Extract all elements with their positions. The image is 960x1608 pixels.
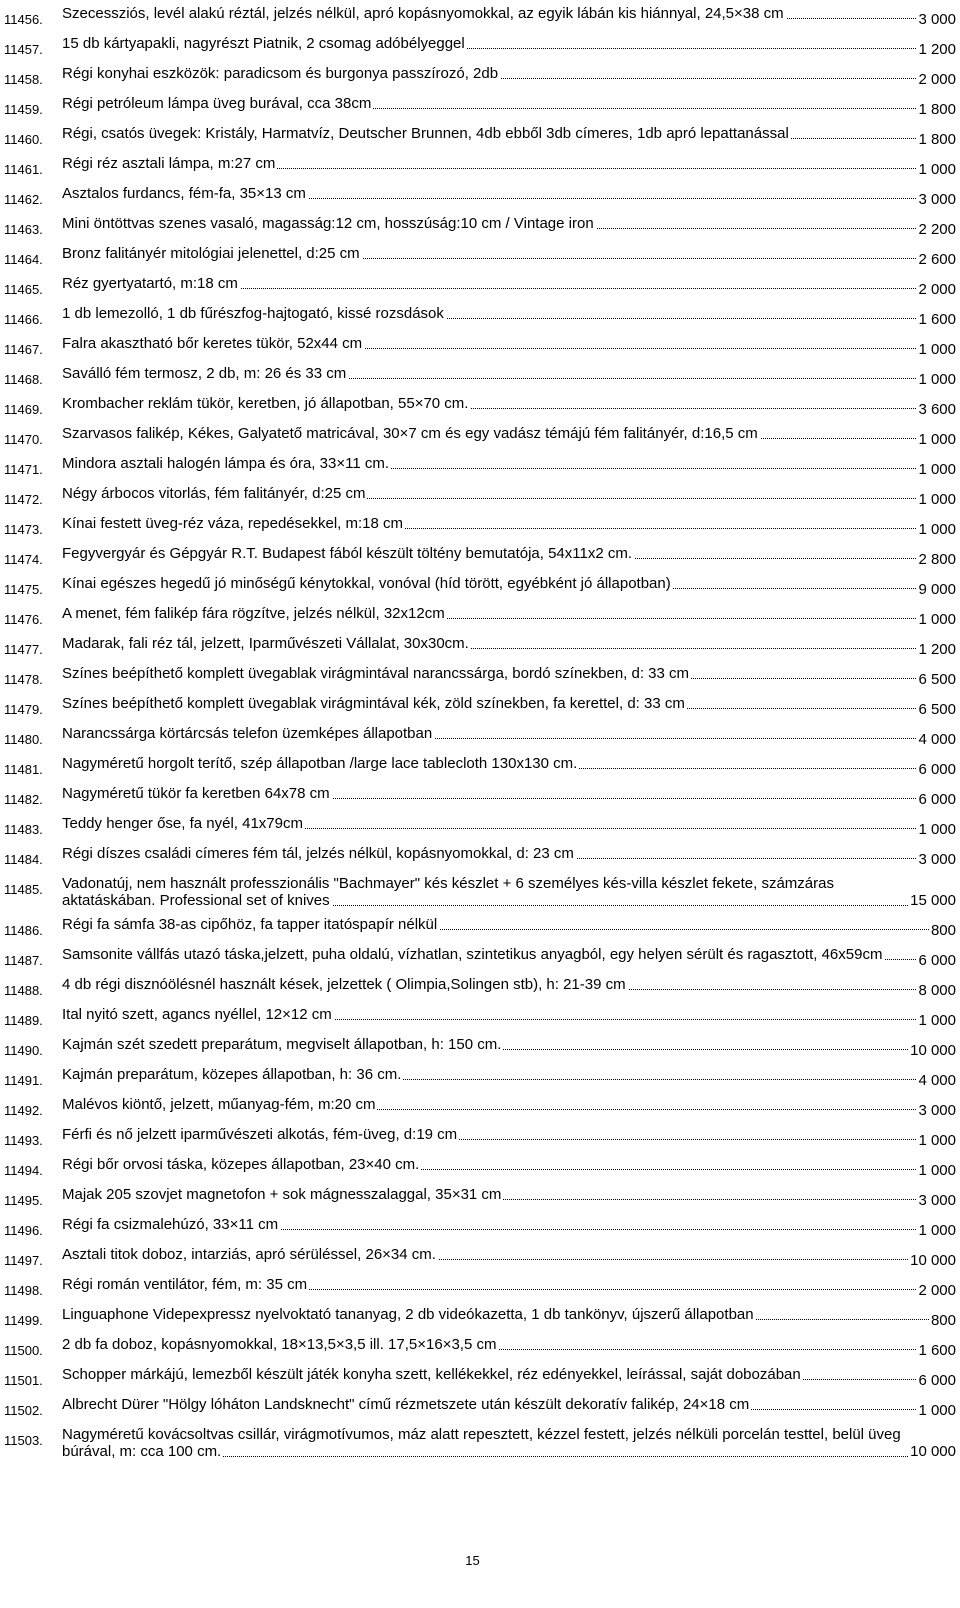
lot-number: 11502.: [4, 1403, 43, 1418]
lot-description-wrap: [62, 785, 916, 802]
lot-number: 11490.: [4, 1043, 43, 1058]
lot-item: [4, 913, 956, 943]
lot-price: 6 000: [918, 761, 956, 778]
lot-description-wrap: [62, 916, 929, 933]
lot-price: 2 600: [918, 251, 956, 268]
lot-number: 11498.: [4, 1283, 43, 1298]
lot-number: 11460.: [4, 132, 43, 147]
lot-description-wrap: [62, 1246, 908, 1263]
lot-description: Teddy henger őse, fa nyél, 41x79cm: [62, 815, 303, 832]
lot-description: Mini öntöttvas szenes vasaló, magasság:12 cm, hosszúság:10 cm / Vintage iron: [62, 215, 594, 232]
lot-description: 15 db kártyapakli, nagyrészt Piatnik, 2 csomag adóbélyeggel: [62, 35, 465, 52]
lot-description-wrap: [62, 365, 916, 382]
lot-number: 11487.: [4, 953, 43, 968]
lot-number: 11496.: [4, 1223, 43, 1238]
lot-description: Régi fa sámfa 38-as cipőhöz, fa tapper itatóspapír nélkül: [62, 916, 438, 933]
lot-price: 1 000: [918, 491, 956, 508]
lot-description-wrap: [62, 1366, 916, 1383]
lot-list: [4, 2, 956, 1464]
lot-number: 11474.: [4, 552, 43, 567]
lot-description: Régi román ventilátor, fém, m: 35 cm: [62, 1276, 308, 1293]
lot-item: [4, 392, 956, 422]
lot-description-wrap: [62, 515, 916, 532]
lot-item: [4, 722, 956, 752]
lot-description: 1 db lemezolló, 1 db fűrészfog-hajtogató, kissé rozsdások: [62, 305, 444, 322]
lot-number: 11500.: [4, 1343, 43, 1358]
lot-description: Régi réz asztali lámpa, m:27 cm: [62, 155, 276, 172]
lot-item: [4, 602, 956, 632]
lot-number: 11458.: [4, 72, 43, 87]
lot-number: 11473.: [4, 522, 43, 537]
lot-item: [4, 943, 956, 973]
lot-item: [4, 782, 956, 812]
lot-description: Színes beépíthető komplett üvegablak virágmintával kék, zöld színekben, fa kerettel, d: 33 cm: [62, 695, 685, 712]
lot-number: 11470.: [4, 432, 43, 447]
lot-description-wrap: [62, 575, 916, 592]
lot-item: [4, 1243, 956, 1273]
lot-description: Színes beépíthető komplett üvegablak virágmintával narancssárga, bordó színekben, d: 33 cm: [62, 665, 690, 682]
lot-item: [4, 272, 956, 302]
lot-description: Albrecht Dürer "Hölgy lóháton Landsknecht" című rézmetszete után készült dekoratív falikép, 24×18 cm: [62, 1396, 750, 1413]
lot-number: 11485.: [4, 882, 43, 897]
lot-item: [4, 302, 956, 332]
lot-number: 11471.: [4, 462, 43, 477]
lot-item: [4, 512, 956, 542]
lot-description-wrap: [62, 155, 916, 172]
lot-description-wrap: [62, 395, 916, 412]
lot-price: 3 000: [918, 1102, 956, 1119]
lot-price: 9 000: [918, 581, 956, 598]
lot-item: [4, 452, 956, 482]
lot-description: A menet, fém falikép fára rögzítve, jelzés nélkül, 32x12cm: [62, 605, 445, 622]
lot-price: 1 000: [918, 1162, 956, 1179]
lot-price: 1 000: [918, 371, 956, 388]
lot-number: 11489.: [4, 1013, 43, 1028]
lot-price: 2 800: [918, 551, 956, 568]
lot-item: [4, 152, 956, 182]
lot-price: 3 000: [918, 851, 956, 868]
lot-description: Schopper márkájú, lemezből készült játék konyha szett, kellékekkel, réz edényekkel, leírással, saját dobozában: [62, 1366, 801, 1383]
lot-description-wrap: [62, 215, 916, 232]
lot-price: 6 500: [918, 701, 956, 718]
lot-item: [4, 422, 956, 452]
lot-price: 1 000: [918, 821, 956, 838]
lot-description: Régi, csatós üvegek: Kristály, Harmatvíz, Deutscher Brunnen, 4db ebből 3db címeres, 1db apró lepattanással: [62, 125, 789, 142]
lot-price: 4 000: [918, 731, 956, 748]
lot-item: [4, 1393, 956, 1423]
lot-description-wrap: [62, 65, 916, 82]
lot-description-wrap: [62, 185, 916, 202]
lot-price: 1 000: [918, 161, 956, 178]
lot-description: Nagyméretű horgolt terítő, szép állapotban /large lace tablecloth 130x130 cm.: [62, 755, 578, 772]
lot-price: 10 000: [910, 1252, 956, 1269]
lot-number: 11477.: [4, 642, 43, 657]
lot-price: 6 000: [918, 1372, 956, 1389]
lot-description: Vadonatúj, nem használt professzionális "Bachmayer" kés készlet + 6 személyes kés-villa készlet fekete, számzáras aktatáskában. Professional set of knives: [62, 875, 834, 909]
lot-item: [4, 482, 956, 512]
lot-description: Kajmán szét szedett preparátum, megviselt állapotban, h: 150 cm.: [62, 1036, 502, 1053]
lot-description-wrap: [62, 725, 916, 742]
lot-description-wrap: [62, 125, 916, 142]
lot-price: 2 000: [918, 1282, 956, 1299]
lot-description: Fegyvergyár és Gépgyár R.T. Budapest fából készült töltény bemutatója, 54x11x2 cm.: [62, 545, 633, 562]
lot-description-wrap: [62, 845, 916, 862]
lot-number: 11462.: [4, 192, 43, 207]
lot-description: Szarvasos falikép, Kékes, Galyatető matricával, 30×7 cm és egy vadász témájú fém falitányér, d:16,5 cm: [62, 425, 758, 442]
lot-description-wrap: [62, 305, 916, 322]
lot-description-wrap: [62, 1426, 908, 1460]
lot-description: Régi bőr orvosi táska, közepes állapotban, 23×40 cm.: [62, 1156, 420, 1173]
lot-description: Nagyméretű kovácsoltvas csillár, virágmotívumos, máz alatt repesztett, kézzel festett, jelzés nélküli porcelán testtel, belül üveg búrával, m: cca 100 cm.: [62, 1426, 901, 1460]
lot-item: [4, 1213, 956, 1243]
lot-description-wrap: [62, 5, 916, 22]
lot-description-wrap: [62, 946, 916, 963]
lot-price: 1 000: [918, 1132, 956, 1149]
lot-number: 11461.: [4, 162, 43, 177]
lot-item: [4, 542, 956, 572]
lot-price: 1 000: [918, 521, 956, 538]
lot-number: 11479.: [4, 702, 43, 717]
lot-number: 11482.: [4, 792, 43, 807]
lot-price: 3 600: [918, 401, 956, 418]
lot-number: 11494.: [4, 1163, 43, 1178]
lot-description-wrap: [62, 695, 916, 712]
lot-item: [4, 752, 956, 782]
lot-number: 11501.: [4, 1373, 43, 1388]
lot-number: 11468.: [4, 372, 43, 387]
lot-item: [4, 632, 956, 662]
lot-number: 11493.: [4, 1133, 43, 1148]
lot-item: [4, 973, 956, 1003]
lot-item: [4, 32, 956, 62]
lot-description-wrap: [62, 455, 916, 472]
lot-number: 11465.: [4, 282, 43, 297]
lot-description-wrap: [62, 35, 916, 52]
lot-description-wrap: [62, 1006, 916, 1023]
lot-description: Asztalos furdancs, fém-fa, 35×13 cm: [62, 185, 306, 202]
lot-price: 800: [930, 922, 956, 939]
lot-number: 11464.: [4, 252, 43, 267]
page-number: 15: [465, 1553, 480, 1568]
lot-description-wrap: [62, 665, 916, 682]
lot-description-wrap: [62, 605, 916, 622]
lot-description: Mindora asztali halogén lámpa és óra, 33×11 cm.: [62, 455, 389, 472]
lot-description-wrap: [62, 1126, 916, 1143]
lot-price: 4 000: [918, 1072, 956, 1089]
lot-description-wrap: [62, 815, 916, 832]
lot-price: 15 000: [910, 892, 956, 909]
lot-description: Linguaphone Videpexpressz nyelvoktató tananyag, 2 db videókazetta, 1 db tankönyv, újszerű állapotban: [62, 1306, 754, 1323]
lot-price: 1 600: [918, 311, 956, 328]
lot-description-wrap: [62, 976, 916, 993]
lot-description-wrap: [62, 545, 916, 562]
lot-number: 11456.: [4, 12, 43, 27]
lot-description: Régi díszes családi címeres fém tál, jelzés nélkül, kopásnyomokkal, d: 23 cm: [62, 845, 574, 862]
lot-price: 1 000: [918, 431, 956, 448]
lot-item: [4, 62, 956, 92]
lot-item: [4, 662, 956, 692]
lot-item: [4, 842, 956, 872]
lot-description-wrap: [62, 485, 916, 502]
lot-description: 4 db régi disznóölésnél használt kések, jelzettek ( Olimpia,Solingen stb), h: 21-39 cm: [62, 976, 626, 993]
lot-description-wrap: [62, 275, 916, 292]
lot-description-wrap: [62, 425, 916, 442]
lot-number: 11472.: [4, 492, 43, 507]
lot-price: 1 200: [918, 41, 956, 58]
lot-price: 6 000: [918, 952, 956, 969]
lot-item: [4, 1093, 956, 1123]
lot-number: 11459.: [4, 102, 43, 117]
lot-description-wrap: [62, 1396, 916, 1413]
lot-description: Bronz falitányér mitológiai jelenettel, d:25 cm: [62, 245, 360, 262]
lot-item: [4, 1033, 956, 1063]
lot-price: 800: [930, 1312, 956, 1329]
lot-number: 11463.: [4, 222, 43, 237]
lot-description-wrap: [62, 755, 916, 772]
lot-price: 1 000: [918, 461, 956, 478]
lot-description-wrap: [62, 1306, 929, 1323]
lot-number: 11469.: [4, 402, 43, 417]
lot-price: 1 200: [918, 641, 956, 658]
lot-description: Malévos kiöntő, jelzett, műanyag-fém, m:20 cm: [62, 1096, 376, 1113]
lot-item: [4, 1063, 956, 1093]
lot-description: Régi fa csizmalehúzó, 33×11 cm: [62, 1216, 279, 1233]
lot-description-wrap: [62, 1096, 916, 1113]
lot-description-wrap: [62, 245, 916, 262]
lot-description: Saválló fém termosz, 2 db, m: 26 és 33 cm: [62, 365, 347, 382]
lot-item: [4, 182, 956, 212]
lot-number: 11467.: [4, 342, 43, 357]
lot-item: [4, 1363, 956, 1393]
lot-description: Samsonite vállfás utazó táska,jelzett, puha oldalú, vízhatlan, szintetikus anyagból, egy helyen sérült és ragasztott, 46x59cm: [62, 946, 883, 963]
lot-price: 1 800: [918, 101, 956, 118]
lot-description-wrap: [62, 335, 916, 352]
lot-price: 3 000: [918, 191, 956, 208]
lot-item: [4, 212, 956, 242]
lot-item: [4, 572, 956, 602]
lot-item: [4, 1153, 956, 1183]
lot-description: Régi konyhai eszközök: paradicsom és burgonya passzírozó, 2db: [62, 65, 499, 82]
lot-description: Madarak, fali réz tál, jelzett, Iparművészeti Vállalat, 30x30cm.: [62, 635, 469, 652]
lot-description: Férfi és nő jelzett iparművészeti alkotás, fém-üveg, d:19 cm: [62, 1126, 458, 1143]
lot-description: Szecessziós, levél alakú réztál, jelzés nélkül, apró kopásnyomokkal, az egyik lábán kis hiánnyal, 24,5×38 cm: [62, 5, 784, 22]
lot-price: 2 200: [918, 221, 956, 238]
lot-description: Falra akasztható bőr keretes tükör, 52x44 cm: [62, 335, 363, 352]
lot-item: [4, 122, 956, 152]
lot-price: 1 000: [918, 1402, 956, 1419]
lot-price: 8 000: [918, 982, 956, 999]
lot-price: 2 000: [918, 71, 956, 88]
lot-number: 11476.: [4, 612, 43, 627]
lot-price: 6 000: [918, 791, 956, 808]
lot-description: Nagyméretű tükör fa keretben 64x78 cm: [62, 785, 330, 802]
lot-price: 3 000: [918, 11, 956, 28]
lot-item: [4, 1273, 956, 1303]
lot-number: 11499.: [4, 1313, 43, 1328]
lot-item: [4, 92, 956, 122]
lot-description-wrap: [62, 1156, 916, 1173]
lot-description: Krombacher reklám tükör, keretben, jó állapotban, 55×70 cm.: [62, 395, 469, 412]
lot-price: 1 600: [918, 1342, 956, 1359]
lot-description: 2 db fa doboz, kopásnyomokkal, 18×13,5×3,5 ill. 17,5×16×3,5 cm: [62, 1336, 497, 1353]
lot-item: [4, 1303, 956, 1333]
lot-price: 1 000: [918, 1012, 956, 1029]
lot-number: 11497.: [4, 1253, 43, 1268]
lot-number: 11483.: [4, 822, 43, 837]
lot-number: 11491.: [4, 1073, 43, 1088]
lot-description-wrap: [62, 635, 916, 652]
lot-number: 11475.: [4, 582, 43, 597]
lot-price: 10 000: [910, 1042, 956, 1059]
lot-description: Kínai egészes hegedű jó minőségű kénytokkal, vonóval (híd törött, egyébként jó állapotban): [62, 575, 671, 592]
lot-number: 11480.: [4, 732, 43, 747]
lot-item: [4, 1333, 956, 1363]
lot-description-wrap: [62, 1216, 916, 1233]
lot-number: 11486.: [4, 923, 43, 938]
lot-description: Négy árbocos vitorlás, fém falitányér, d:25 cm: [62, 485, 366, 502]
lot-item: [4, 1183, 956, 1213]
lot-description: Kínai festett üveg-réz váza, repedésekkel, m:18 cm: [62, 515, 403, 532]
lot-price: 1 000: [918, 341, 956, 358]
lot-description: Asztali titok doboz, intarziás, apró sérüléssel, 26×34 cm.: [62, 1246, 436, 1263]
lot-number: 11478.: [4, 672, 43, 687]
lot-description-wrap: [62, 1036, 908, 1053]
lot-price: 6 500: [918, 671, 956, 688]
lot-description: Majak 205 szovjet magnetofon + sok mágnesszalaggal, 35×31 cm: [62, 1186, 502, 1203]
lot-description: Kajmán preparátum, közepes állapotban, h: 36 cm.: [62, 1066, 402, 1083]
lot-price: 1 800: [918, 131, 956, 148]
lot-description: Réz gyertyatartó, m:18 cm: [62, 275, 238, 292]
lot-number: 11466.: [4, 312, 43, 327]
lot-number: 11484.: [4, 852, 43, 867]
lot-description-wrap: [62, 1186, 916, 1203]
lot-number: 11481.: [4, 762, 43, 777]
lot-number: 11503.: [4, 1433, 43, 1448]
lot-price: 10 000: [910, 1443, 956, 1460]
lot-description-wrap: [62, 1336, 916, 1353]
lot-description-wrap: [62, 95, 916, 112]
lot-item: [4, 1003, 956, 1033]
lot-price: 3 000: [918, 1192, 956, 1209]
lot-price: 1 000: [918, 1222, 956, 1239]
lot-item: [4, 2, 956, 32]
lot-description-wrap: [62, 1066, 916, 1083]
lot-description-wrap: [62, 1276, 916, 1293]
lot-description: Régi petróleum lámpa üveg burával, cca 38cm: [62, 95, 372, 112]
lot-number: 11492.: [4, 1103, 43, 1118]
lot-item: [4, 1423, 956, 1464]
lot-price: 2 000: [918, 281, 956, 298]
lot-item: [4, 332, 956, 362]
lot-description-wrap: [62, 875, 908, 909]
lot-description: Ital nyitó szett, agancs nyéllel, 12×12 cm: [62, 1006, 332, 1023]
lot-price: 1 000: [918, 611, 956, 628]
lot-number: 11495.: [4, 1193, 43, 1208]
lot-description: Narancssárga körtárcsás telefon üzemképes állapotban: [62, 725, 433, 742]
lot-item: [4, 362, 956, 392]
lot-item: [4, 812, 956, 842]
lot-item: [4, 242, 956, 272]
lot-item: [4, 872, 956, 913]
lot-item: [4, 1123, 956, 1153]
lot-item: [4, 692, 956, 722]
lot-number: 11488.: [4, 983, 43, 998]
lot-number: 11457.: [4, 42, 43, 57]
